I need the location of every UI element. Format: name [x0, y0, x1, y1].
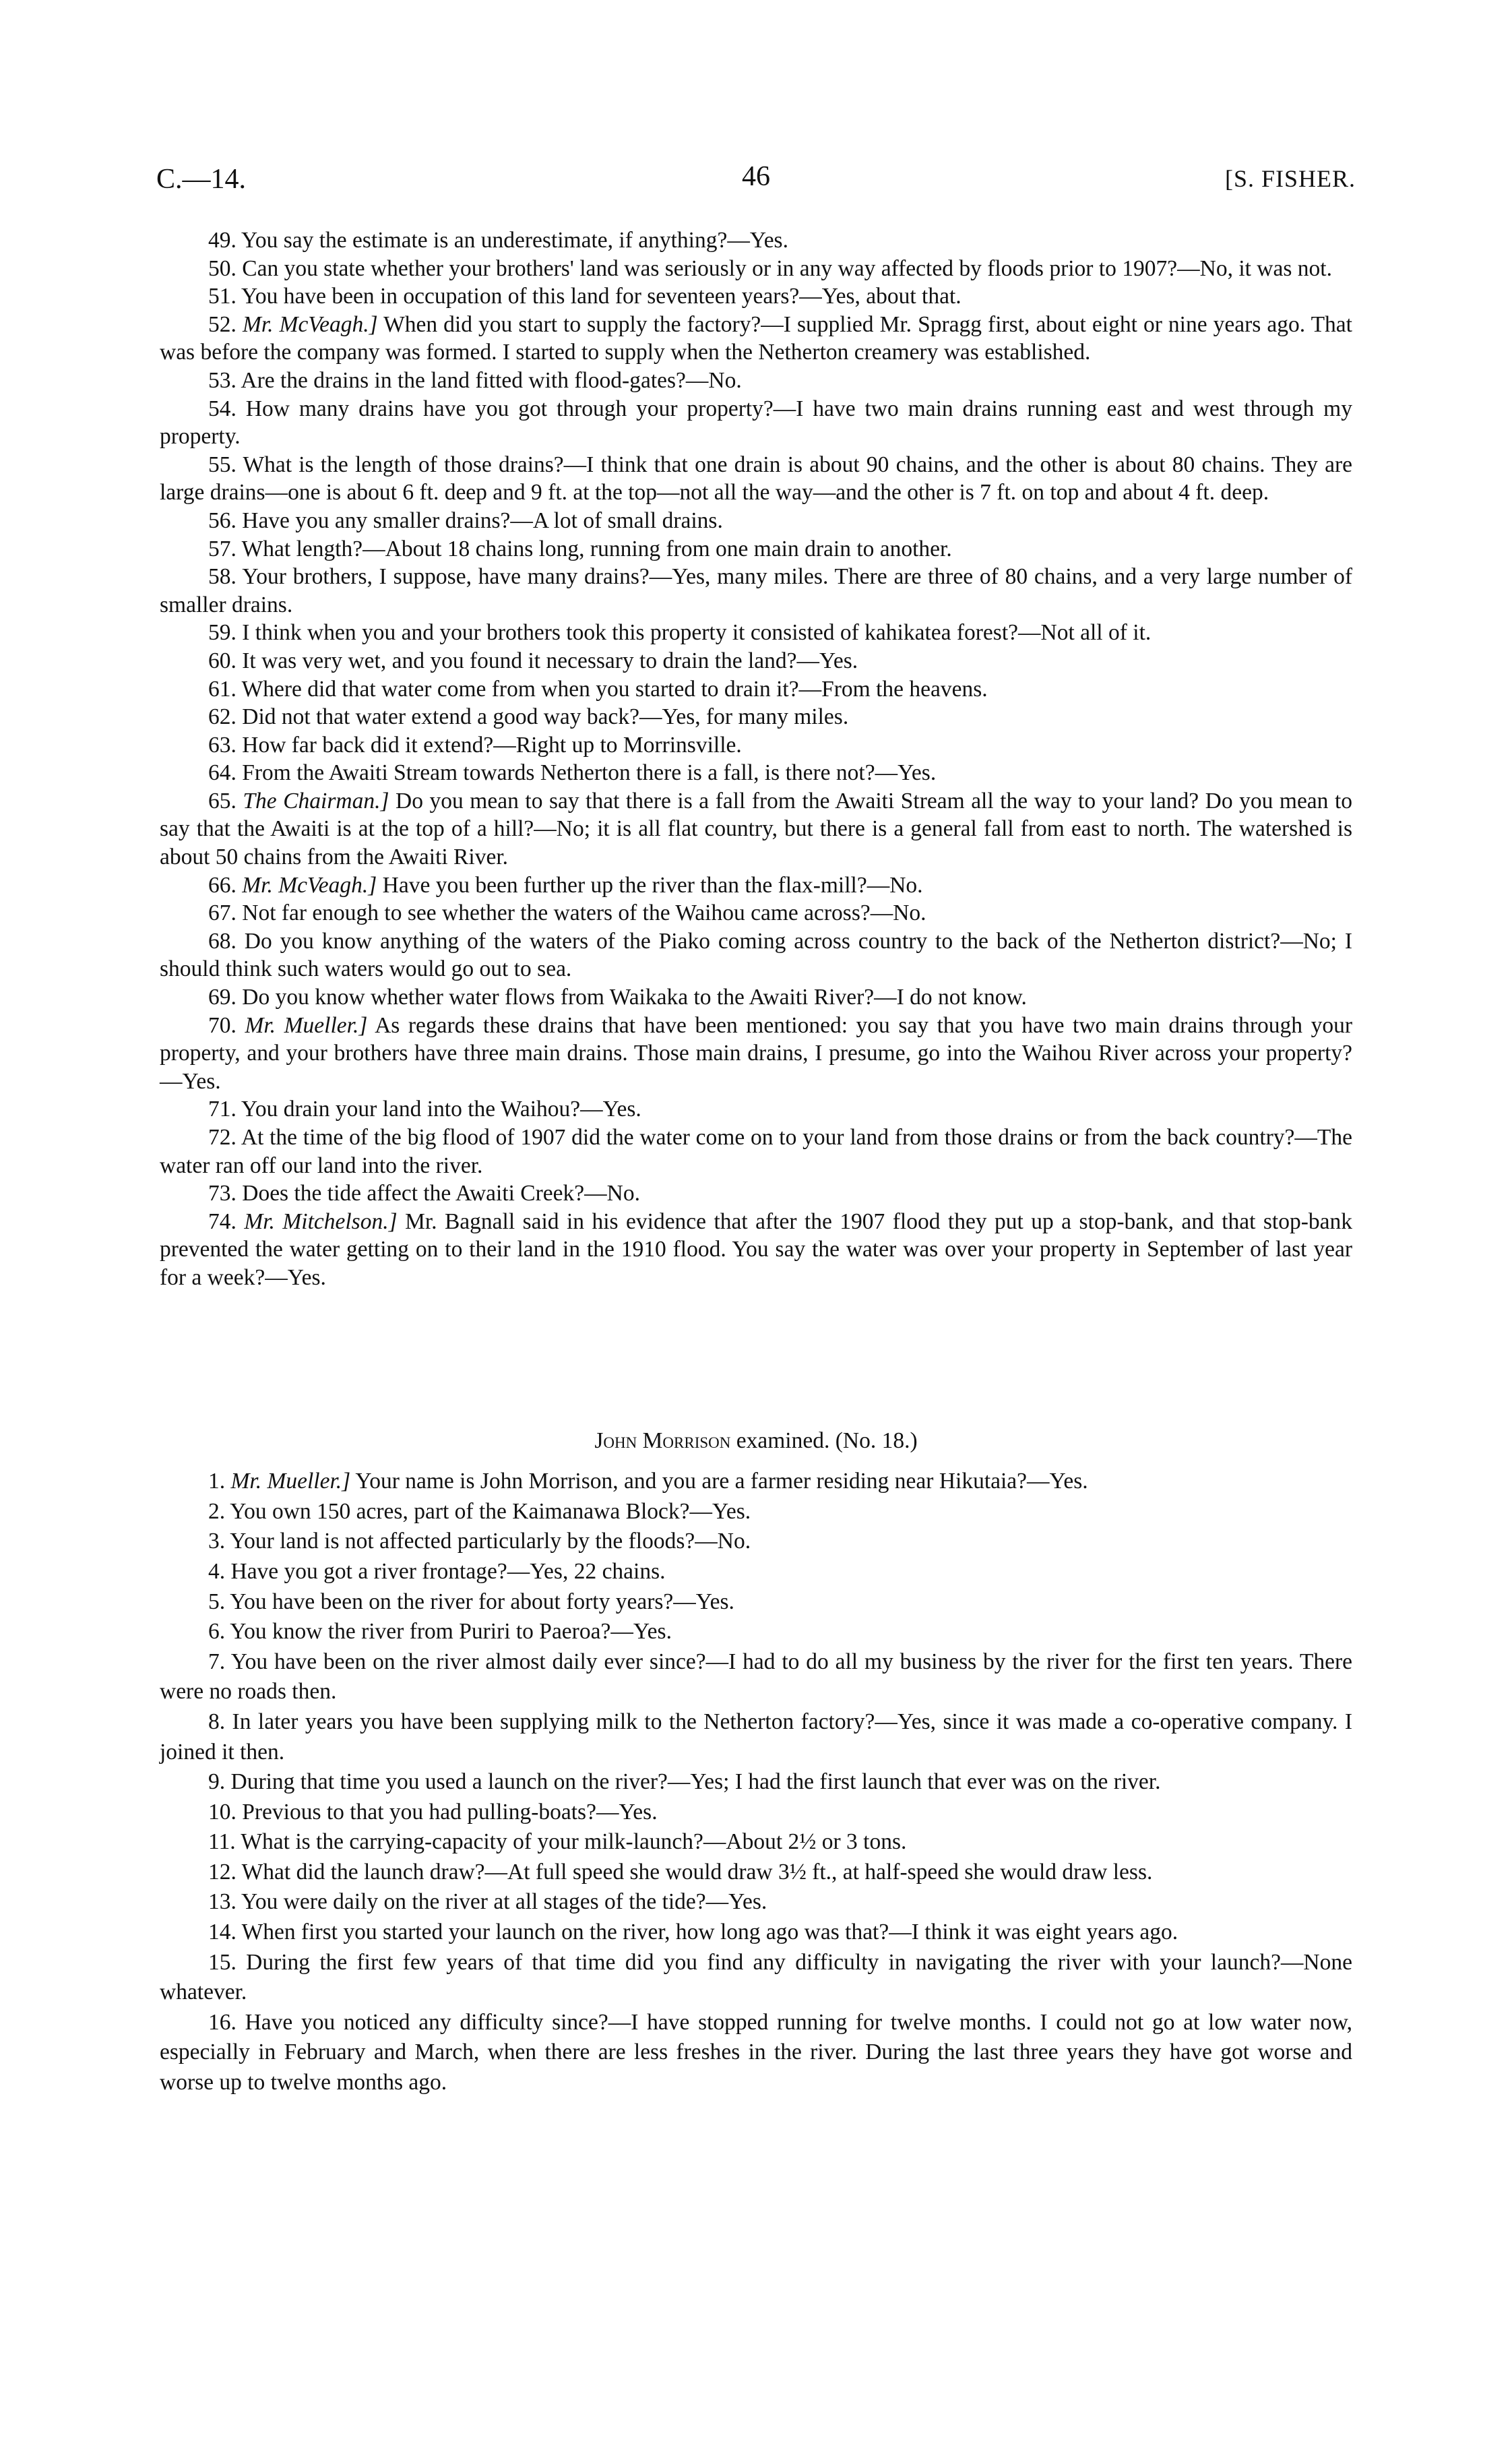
question-paragraph [160, 1707, 1352, 1767]
question-number: 70. [208, 1012, 237, 1038]
question-paragraph [160, 1887, 1352, 1918]
speaker-label: Mr. Mueller.] [230, 1469, 351, 1494]
question-paragraph [160, 1497, 1352, 1527]
question-text: 61. Where did that water come from when you started to drain it?—From the heavens. [208, 676, 988, 702]
question-paragraph [160, 619, 1352, 647]
question-text: 51. You have been in occupation of this land for seventeen years?—Yes, about that. [208, 284, 962, 309]
question-text: 11. What is the carrying-capacity of your milk-launch?—About 2½ or 3 tons. [208, 1829, 907, 1855]
question-paragraph [160, 563, 1352, 619]
question-text: 10. Previous to that you had pulling-boats?—Yes. [208, 1799, 658, 1825]
question-text: 15. During the first few years of that time did you find any difficulty in navigating the river with your launch?—None whatever. [160, 1949, 1352, 2005]
question-text: 4. Have you got a river frontage?—Yes, 22 chains. [208, 1558, 666, 1584]
question-paragraph [160, 759, 1352, 787]
question-text: 3. Your land is not affected particularly by the floods?—No. [208, 1529, 751, 1554]
question-paragraph [160, 1587, 1352, 1618]
question-text: 55. What is the length of those drains?—I think that one drain is about 90 chains, and the other is about 80 chains. They are large drains—one is about 6 ft. deep and 9 ft. at the top—not all the way—and the other is 7 ft. on top and about 4 ft. deep. [160, 452, 1352, 505]
question-paragraph [160, 703, 1352, 731]
witness-heading [160, 1427, 1352, 1455]
question-paragraph [160, 1617, 1352, 1647]
question-paragraph [160, 871, 1352, 900]
question-text: 68. Do you know anything of the waters of the Piako coming across country to the back of the Netherton district?—No; I should think such waters would go out to sea. [160, 928, 1352, 982]
question-paragraph [160, 647, 1352, 675]
question-paragraph [160, 1095, 1352, 1124]
question-paragraph [160, 255, 1352, 283]
question-paragraph [160, 282, 1352, 311]
page-header [156, 156, 1356, 204]
question-paragraph [160, 1467, 1352, 1497]
question-paragraph [160, 899, 1352, 927]
question-text: Have you been further up the river than the flax-mill?—No. [382, 872, 923, 898]
speaker-label: Mr. Mueller.] [245, 1012, 368, 1038]
question-paragraph [160, 535, 1352, 563]
question-paragraph [160, 1647, 1352, 1707]
question-text: 57. What length?—About 18 chains long, running from one main drain to another. [208, 536, 952, 561]
question-text: 71. You drain your land into the Waihou?—Yes. [208, 1097, 641, 1122]
question-text: 8. In later years you have been supplying milk to the Netherton factory?—Yes, since it was made a co-operative company. I joined it then. [160, 1709, 1352, 1765]
evidence-section-morrison [160, 1467, 1352, 2097]
question-paragraph [160, 1798, 1352, 1828]
question-text: 53. Are the drains in the land fitted with flood-gates?—No. [208, 367, 742, 393]
question-text: 50. Can you state whether your brothers' land was seriously or in any way affected by floods prior to 1907?—No, it was not. [208, 255, 1332, 281]
question-paragraph [160, 311, 1352, 367]
question-text: Mr. Bagnall said in his evidence that after the 1907 flood they put up a stop-bank, and that stop-bank prevented the water getting on to their land in the 1910 flood. You say the water was over your property in September of last year for a week?—Yes. [160, 1208, 1352, 1290]
page-number: 46 [742, 161, 770, 192]
question-text: 56. Have you any smaller drains?—A lot of small drains. [208, 508, 723, 533]
document-body [160, 226, 1352, 2098]
paper-code: C.—14. [156, 164, 247, 195]
question-text: As regards these drains that have been mentioned: you say that you have two main drains through your property, and your brothers have three main drains. Those main drains, I presume, go into the Waihou River across your property?—Yes. [160, 1012, 1353, 1094]
question-number: 65. [208, 788, 237, 814]
question-text: 63. How far back did it extend?—Right up to Morrinsville. [208, 732, 742, 758]
question-text: 2. You own 150 acres, part of the Kaimanawa Block?—Yes. [208, 1498, 751, 1524]
question-text: 49. You say the estimate is an underestimate, if anything?—Yes. [208, 228, 788, 253]
question-text: 64. From the Awaiti Stream towards Netherton there is a fall, is there not?—Yes. [208, 760, 937, 786]
question-paragraph [160, 395, 1352, 451]
question-paragraph [160, 451, 1352, 507]
question-paragraph [160, 367, 1352, 395]
question-paragraph [160, 983, 1352, 1012]
question-text: 6. You know the river from Puriri to Paeroa?—Yes. [208, 1619, 672, 1645]
question-paragraph [160, 1858, 1352, 1888]
heading-witness-name: John Morrison [594, 1428, 731, 1453]
question-text: 5. You have been on the river for about forty years?—Yes. [208, 1589, 734, 1614]
question-paragraph [160, 1124, 1352, 1179]
question-text: 16. Have you noticed any difficulty since?—I have stopped running for twelve months. I could not go at low water now, especially in February and March, when there are less freshes in the river. During the last three years they have got worse and worse up to twelve months ago. [160, 2009, 1352, 2095]
question-text: 67. Not far enough to see whether the waters of the Waihou came across?—No. [208, 900, 926, 926]
question-text: 9. During that time you used a launch on the river?—Yes; I had the first launch that ever was on the river. [208, 1769, 1161, 1795]
heading-examined-label: examined. (No. 18.) [736, 1428, 918, 1453]
question-paragraph [160, 1208, 1352, 1292]
question-number: 74. [208, 1208, 237, 1234]
question-paragraph [160, 1012, 1352, 1096]
question-text: 72. At the time of the big flood of 1907 did the water come on to your land from those drains or from the back country?—The water ran off our land into the river. [160, 1125, 1352, 1178]
question-text: 73. Does the tide affect the Awaiti Creek?—No. [208, 1181, 640, 1206]
witness-name: [S. FISHER. [1224, 165, 1356, 192]
question-text: 54. How many drains have you got through your property?—I have two main drains running east and west through my property. [160, 396, 1352, 450]
question-text: 7. You have been on the river almost daily ever since?—I had to do all my business by the river for the first ten years. There were no roads then. [160, 1649, 1352, 1705]
question-text: 14. When first you started your launch on the river, how long ago was that?—I think it was eight years ago. [208, 1920, 1178, 1945]
question-paragraph [160, 1179, 1352, 1208]
speaker-label: Mr. McVeagh.] [242, 872, 377, 898]
question-text: 69. Do you know whether water flows from Waikaka to the Awaiti River?—I do not know. [208, 985, 1027, 1010]
question-text: 12. What did the launch draw?—At full speed she would draw 3½ ft., at half-speed she would draw less. [208, 1859, 1153, 1884]
question-paragraph [160, 927, 1352, 983]
evidence-section-fisher [160, 226, 1352, 1292]
speaker-label: Mr. Mitchelson.] [244, 1208, 398, 1234]
question-text: 13. You were daily on the river at all stages of the tide?—Yes. [208, 1889, 767, 1915]
question-paragraph [160, 1827, 1352, 1858]
question-paragraph [160, 731, 1352, 760]
question-text: Your name is John Morrison, and you are a farmer residing near Hikutaia?—Yes. [355, 1469, 1088, 1494]
question-paragraph [160, 1948, 1352, 2008]
question-number: 66. [208, 872, 237, 898]
question-paragraph [160, 507, 1352, 535]
question-text: 59. I think when you and your brothers took this property it consisted of kahikatea forest?—Not all of it. [208, 620, 1152, 646]
speaker-label: The Chairman.] [243, 788, 389, 814]
question-text: 62. Did not that water extend a good way back?—Yes, for many miles. [208, 704, 849, 730]
question-paragraph [160, 1767, 1352, 1798]
question-paragraph [160, 1527, 1352, 1557]
question-text: 60. It was very wet, and you found it necessary to drain the land?—Yes. [208, 648, 858, 673]
question-number: 52. [208, 311, 237, 337]
question-text: Do you mean to say that there is a fall from the Awaiti Stream all the way to your land? Do you mean to say that the Awaiti is at the top of a hill?—No; it is all flat country, but there is a general fall from east to north. The watershed is about 50 chains from the Awaiti River. [160, 788, 1353, 870]
question-paragraph [160, 787, 1352, 871]
question-text: 58. Your brothers, I suppose, have many drains?—Yes, many miles. There are three of 80 chains, and a very large number of smaller drains. [160, 564, 1352, 617]
question-text: When did you start to supply the factory?—I supplied Mr. Spragg first, about eight or nine years ago. That was before the company was formed. I started to supply when the Netherton creamery was established. [160, 311, 1352, 365]
question-paragraph [160, 1918, 1352, 1948]
question-number: 1. [208, 1469, 226, 1494]
question-paragraph [160, 226, 1352, 255]
question-paragraph [160, 1557, 1352, 1587]
speaker-label: Mr. McVeagh.] [242, 311, 378, 337]
question-paragraph [160, 675, 1352, 704]
question-paragraph [160, 2008, 1352, 2098]
